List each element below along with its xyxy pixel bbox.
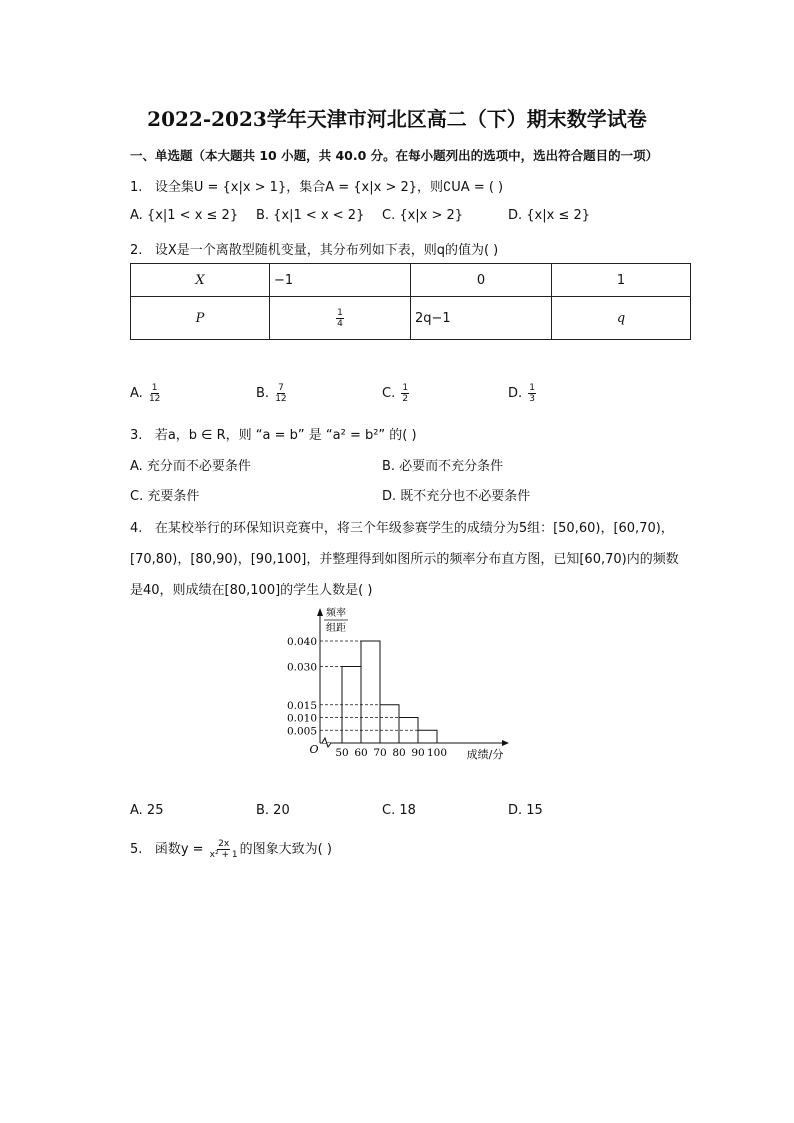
y-tick-label: 0.010 — [286, 712, 317, 725]
x-tick-label: 90 — [411, 747, 425, 759]
option-c: C. $\frac{1}{2}$ — [382, 383, 409, 404]
y-axis-label-bottom: 组距 — [326, 623, 346, 634]
option-a: A. $\frac{1}{12}$ — [130, 383, 161, 404]
option-d: D. 既不充分也不必要条件 — [382, 489, 531, 504]
section-heading: 一、单选题（本大题共 10 小题，共 40.0 分。在每小题列出的选项中，选出符合题目的一项） — [130, 148, 659, 163]
option-a: A. 充分而不必要条件 — [130, 459, 251, 474]
y-tick-label: 0.030 — [286, 661, 317, 674]
y-tick-label: 0.015 — [286, 699, 317, 712]
question-number: 3. — [130, 428, 143, 443]
option-b: B. {x|1 < x < 2} — [256, 208, 365, 223]
distribution-table — [130, 263, 691, 340]
table-row — [131, 264, 691, 297]
histogram-bar — [380, 705, 399, 743]
question-text: 设全集U = {x|x > 1}，集合A = {x|x > 2}，则∁UA = ( ) — [154, 180, 504, 195]
table-cell: X — [131, 264, 270, 297]
option-d: D. 15 — [508, 803, 543, 818]
x-tick-label: 80 — [392, 747, 406, 759]
frequency-histogram — [280, 600, 520, 770]
question-5: 5. 函数y = $\frac{2x}{\text{x² + 1}}$ 的图象大致为( ) — [130, 839, 332, 860]
question-number: 4. — [130, 521, 143, 536]
fraction: $\frac{1}{4}$ — [337, 307, 343, 329]
question-1 — [130, 176, 503, 195]
option-c: C. 充要条件 — [130, 489, 200, 504]
fraction: $\frac{2x}{\text{x² + 1}}$ — [209, 839, 238, 860]
y-axis-arrow — [317, 608, 323, 616]
question-text: 设X是一个离散型随机变量，其分布列如下表，则q的值为( ) — [154, 243, 499, 258]
option-d: D. $\frac{1}{3}$ — [508, 383, 536, 404]
table-cell: 2q−1 — [411, 297, 552, 340]
y-tick-label: 0.040 — [286, 636, 317, 648]
table-cell: 1 — [552, 264, 691, 297]
option-a: A. 25 — [130, 803, 164, 818]
x-tick-label: 70 — [373, 747, 387, 759]
table-cell: 0 — [411, 264, 552, 297]
question-text: 在某校举行的环保知识竞赛中，将三个年级参赛学生的成绩分为5组：[50,60)，[60,70)， — [154, 521, 674, 536]
x-axis-label: 成绩/分 — [466, 748, 504, 761]
y-axis-label-top: 频率 — [326, 608, 346, 619]
option-a: A. {x|1 < x ≤ 2} — [130, 208, 239, 223]
page-title: 2022-2023学年天津市河北区高二（下）期末数学试卷 — [147, 107, 647, 131]
origin-label: O — [309, 743, 319, 756]
question-number: 1. — [130, 180, 143, 195]
question-number: 2. — [130, 243, 143, 258]
histogram-bar — [361, 641, 380, 743]
question-2 — [130, 239, 498, 258]
table-row — [131, 297, 691, 340]
histogram-bar — [418, 730, 437, 743]
question-number: 5. — [130, 842, 143, 857]
option-c: C. {x|x > 2} — [382, 208, 464, 223]
table-cell — [270, 297, 411, 340]
x-tick-label: 100 — [426, 747, 448, 759]
table-cell: q — [552, 297, 691, 340]
question-3 — [130, 424, 417, 443]
x-tick-label: 50 — [335, 747, 349, 759]
option-b: B. 20 — [256, 803, 290, 818]
question-text-line: 是40，则成绩在[80,100]的学生人数是( ) — [130, 583, 373, 598]
question-text: 函数y = — [154, 842, 208, 857]
question-4 — [130, 517, 674, 536]
option-b: B. 必要而不充分条件 — [382, 459, 504, 474]
question-text-line: [70,80)，[80,90)，[90,100]，并整理得到如图所示的频率分布直方图，已知[60,70)内的频数 — [130, 552, 679, 567]
table-cell: −1 — [270, 264, 411, 297]
y-tick-label: 0.005 — [286, 725, 317, 738]
question-text: 若a，b ∈ R，则 “a = b” 是 “a² = b²” 的( ) — [154, 428, 417, 443]
option-b: B. $\frac{7}{12}$ — [256, 383, 287, 404]
x-axis-arrow — [502, 740, 509, 746]
x-tick-label: 60 — [354, 747, 368, 759]
option-d: D. {x|x ≤ 2} — [508, 208, 591, 223]
option-c: C. 18 — [382, 803, 416, 818]
table-cell: P — [131, 297, 270, 340]
